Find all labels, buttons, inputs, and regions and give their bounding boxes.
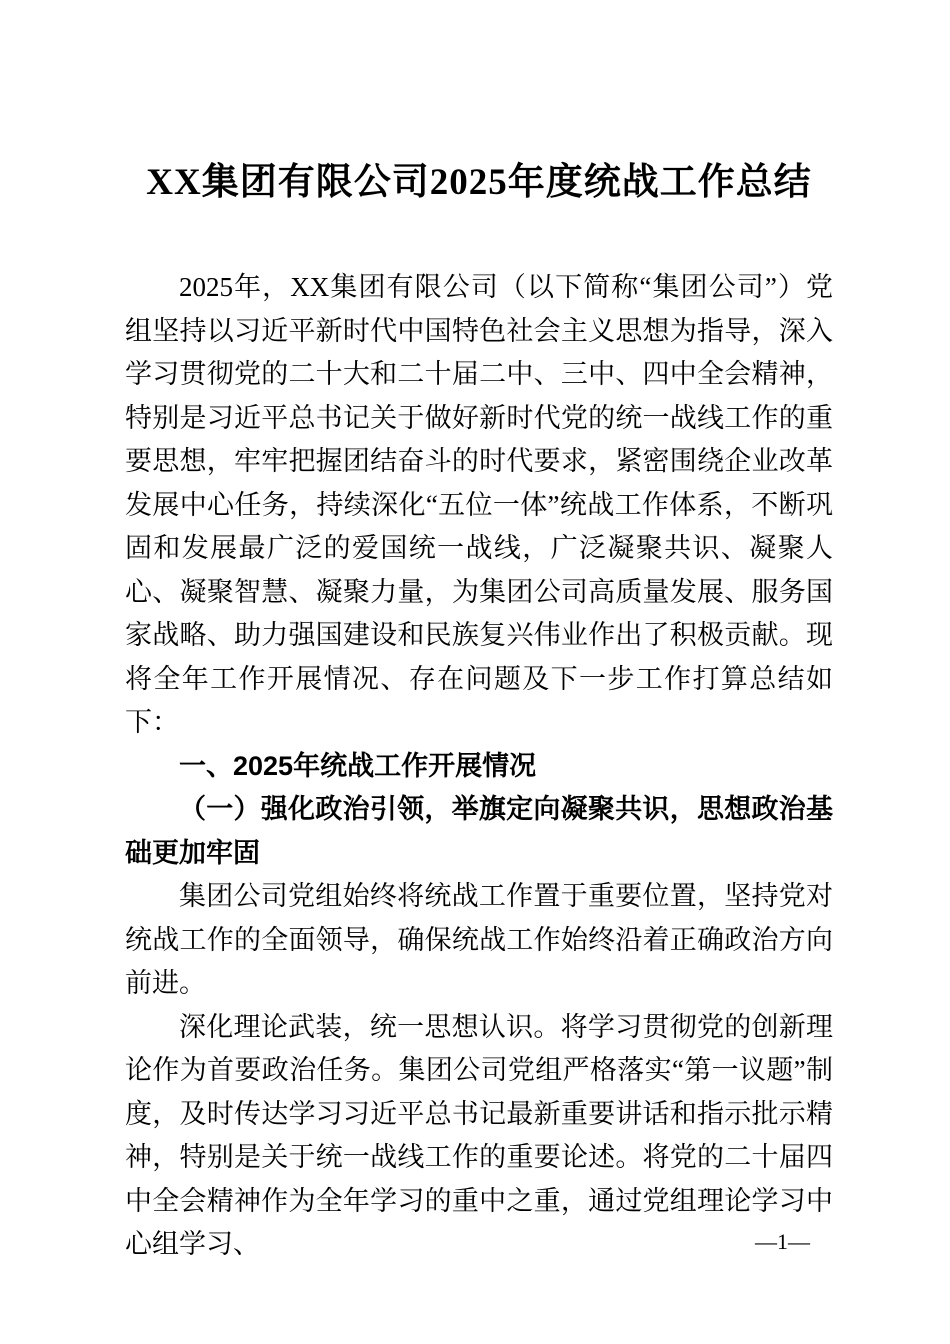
page-number: —1— bbox=[755, 1229, 810, 1254]
document-content bbox=[125, 158, 833, 1267]
heading-subsection-1-1: （一）强化政治引领，举旗定向凝聚共识，思想政治基础更加牢固 bbox=[125, 794, 833, 868]
paragraph-intro: 2025年，XX集团有限公司（以下简称“集团公司”）党组坚持以习近平新时代中国特色社会主义思想为指导，深入学习贯彻党的二十大和二十届二中、三中、四中全会精神，特别是习近平总书记关于做好新时代党的统一战线工作的重要思想，牢牢把握团结奋斗的时代要求，紧密围绕企业改革发展中心任务，持续深化“五位一体”统战工作体系，不断巩固和发展最广泛的爱国统一战线，广泛凝聚共识、凝聚人心、凝聚智慧、凝聚力量，为集团公司高质量发展、服务国家战略、助力强国建设和民族复兴伟业作出了积极贡献。现将全年工作开展情况、存在问题及下一步工作打算总结如下： bbox=[125, 272, 833, 737]
document-title: XX集团有限公司2025年度统战工作总结 bbox=[146, 162, 812, 203]
heading-section-1: 一、2025年统战工作开展情况 bbox=[179, 750, 537, 781]
paragraph-political-leadership: 集团公司党组始终将统战工作置于重要位置，坚持党对统战工作的全面领导，确保统战工作始终沿着正确政治方向前进。 bbox=[125, 881, 833, 998]
paragraph-theory-study: 深化理论武装，统一思想认识。将学习贯彻党的创新理论作为首要政治任务。集团公司党组严格落实“第一议题”制度，及时传达学习习近平总书记最新重要讲话和指示批示精神，特别是关于统一战线工作的重要论述。将党的二十届四中全会精神作为全年学习的重中之重，通过党组理论学习中心组学习、 bbox=[125, 1011, 833, 1259]
document-body bbox=[125, 266, 833, 1267]
